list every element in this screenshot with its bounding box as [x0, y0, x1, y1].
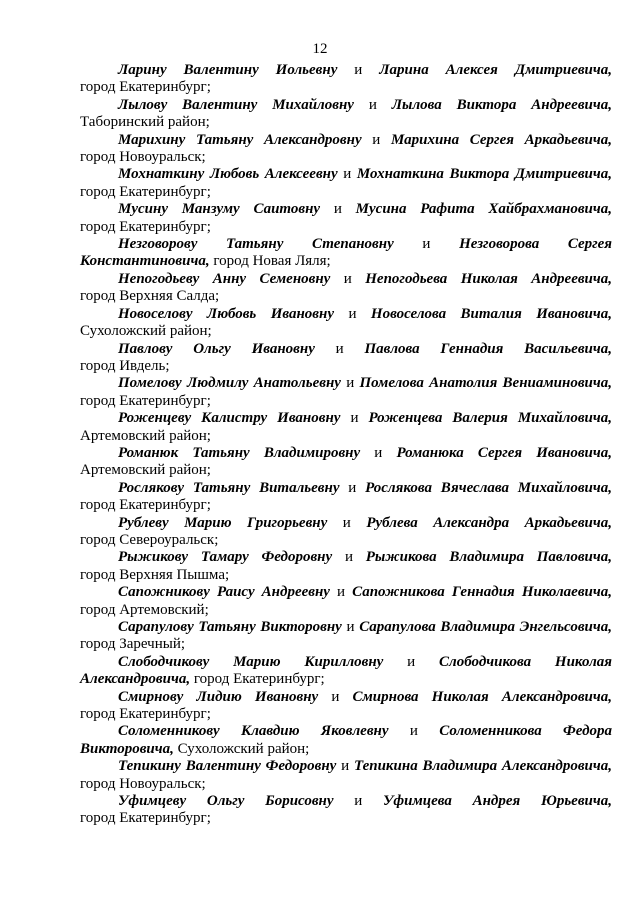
husband-name: Мохнаткина Виктора Дмитриевича,: [356, 166, 613, 183]
page-number: 12: [312, 41, 328, 57]
place: город Екатеринбург;: [80, 497, 211, 514]
husband-name-cont: Константиновича,: [80, 253, 210, 270]
wife-name: Мусину Манзуму Саитовну: [118, 201, 321, 218]
conjunction: и: [407, 653, 416, 670]
husband-name: Рыжикова Владимира Павловича,: [365, 549, 612, 566]
wife-name: Лылову Валентину Михайловну: [118, 96, 354, 113]
list-item: [80, 375, 612, 410]
husband-name: Новоселова Виталия Ивановича,: [370, 305, 613, 322]
conjunction: и: [333, 201, 342, 218]
wife-name: Ларину Валентину Иольевну: [118, 62, 338, 78]
place: город Екатеринбург;: [80, 218, 211, 235]
wife-name: Марихину Татьяну Александровну: [118, 131, 362, 148]
wife-name: Слободчикову Марию Кирилловну: [118, 653, 384, 670]
place: город Новоуральск;: [80, 775, 206, 792]
wife-name: Сапожникову Раису Андреевну: [118, 584, 330, 601]
conjunction: и: [344, 549, 353, 566]
husband-name: Мусина Рафита Хайбрахмановича,: [355, 201, 612, 218]
wife-name: Романюк Татьяну Владимировну: [118, 444, 361, 461]
list-item: [80, 97, 612, 132]
list-item: [80, 480, 612, 515]
place: Артемовский район;: [80, 427, 211, 444]
husband-name: Смирнова Николая Александровича,: [352, 688, 612, 705]
award-list: [80, 62, 612, 828]
list-item: [80, 306, 612, 341]
conjunction: и: [354, 793, 363, 810]
conjunction: и: [343, 270, 352, 287]
list-item: [80, 236, 612, 271]
list-item: [80, 410, 612, 445]
wife-name: Уфимцеву Ольгу Борисовну: [118, 793, 334, 810]
husband-name: Ларина Алексея Дмитриевича,: [379, 62, 613, 78]
place: город Североуральск;: [80, 531, 219, 548]
husband-name: Рослякова Вячеслава Михайловича,: [365, 479, 612, 496]
wife-name: Павлову Ольгу Ивановну: [118, 340, 315, 357]
husband-name: Непогодьева Николая Андреевича,: [365, 270, 613, 287]
place: город Ивдель;: [80, 357, 170, 374]
wife-name: Помелову Людмилу Анатольевну: [118, 375, 341, 392]
husband-name: Уфимцева Андрея Юрьевича,: [382, 793, 612, 810]
list-item: [80, 445, 612, 480]
place: город Верхняя Салда;: [80, 288, 220, 305]
conjunction: и: [346, 375, 355, 392]
wife-name: Соломенникову Клавдию Яковлевну: [118, 723, 389, 740]
conjunction: и: [374, 444, 383, 461]
place: город Екатеринбург;: [80, 183, 211, 200]
list-item: [80, 793, 612, 828]
list-item: [80, 758, 612, 793]
conjunction: и: [335, 340, 344, 357]
list-item: [80, 132, 612, 167]
list-item: [80, 201, 612, 236]
wife-name: Новоселову Любовь Ивановну: [118, 305, 334, 322]
list-item: [80, 515, 612, 550]
husband-name: Сапожникова Геннадия Николаевича,: [352, 584, 613, 601]
wife-name: Непогодьеву Анну Семеновну: [118, 270, 331, 287]
list-item: [80, 723, 612, 758]
husband-name-cont: Викторовича,: [80, 740, 174, 757]
list-item: [80, 166, 612, 201]
husband-name: Лылова Виктора Андреевича,: [391, 96, 612, 113]
conjunction: и: [350, 410, 359, 427]
wife-name: Тепикину Валентину Федоровну: [118, 758, 337, 775]
conjunction: и: [346, 619, 355, 635]
husband-name: Сарапулова Владимира Энгельсовича,: [359, 619, 613, 635]
place: город Екатеринбург;: [80, 810, 211, 827]
list-item: [80, 689, 612, 724]
place: город Артемовский;: [80, 601, 209, 618]
husband-name: Павлова Геннадия Васильевича,: [364, 340, 612, 357]
conjunction: и: [368, 96, 377, 113]
conjunction: и: [343, 166, 352, 183]
place: Сухоложский район;: [80, 323, 212, 340]
conjunction: и: [372, 131, 381, 148]
wife-name: Смирнову Лидию Ивановну: [118, 688, 319, 705]
husband-name: Незговорова Сергея: [459, 236, 613, 253]
place: город Екатеринбург;: [80, 79, 211, 96]
place: Артемовский район;: [80, 462, 211, 479]
wife-name: Рублеву Марию Григорьевну: [118, 514, 328, 531]
wife-name: Сарапулову Татьяну Викторовну: [118, 619, 342, 635]
list-item: [80, 549, 612, 584]
place: город Екатеринбург;: [193, 671, 325, 688]
wife-name: Рыжикову Тамару Федоровну: [118, 549, 333, 566]
wife-name: Незговорову Татьяну Степановну: [118, 236, 394, 253]
place: город Екатеринбург;: [80, 392, 211, 409]
list-item: [80, 271, 612, 306]
conjunction: и: [341, 758, 350, 775]
list-item: [80, 62, 612, 97]
conjunction: и: [348, 479, 357, 496]
wife-name: Роженцеву Калистру Ивановну: [118, 410, 341, 427]
husband-name-cont: Александровича,: [80, 671, 191, 688]
husband-name: Роженцева Валерия Михайловича,: [368, 410, 613, 427]
place: город Екатеринбург;: [80, 706, 211, 723]
conjunction: и: [409, 723, 418, 740]
conjunction: и: [337, 584, 346, 601]
conjunction: и: [354, 62, 363, 78]
wife-name: Рослякову Татьяну Витальевну: [118, 479, 340, 496]
husband-name: Романюка Сергея Ивановича,: [396, 444, 613, 461]
conjunction: и: [422, 236, 431, 253]
husband-name: Марихина Сергея Аркадьевича,: [390, 131, 612, 148]
husband-name: Тепикина Владимира Александровича,: [353, 758, 612, 775]
list-item: [80, 619, 612, 654]
list-item: [80, 584, 612, 619]
conjunction: и: [331, 688, 340, 705]
husband-name: Рублева Александра Аркадьевича,: [366, 514, 612, 531]
place: город Верхняя Пышма;: [80, 566, 230, 583]
conjunction: и: [348, 305, 357, 322]
place: город Новоуральск;: [80, 149, 206, 166]
list-item: [80, 341, 612, 376]
conjunction: и: [342, 514, 351, 531]
place: город Новая Ляля;: [213, 253, 331, 270]
place: Таборинский район;: [80, 114, 210, 131]
wife-name: Мохнаткину Любовь Алексеевну: [118, 166, 338, 183]
husband-name: Слободчикова Николая: [439, 653, 613, 670]
place: город Заречный;: [80, 636, 186, 653]
husband-name: Соломенникова Федора: [439, 723, 613, 740]
husband-name: Помелова Анатолия Вениаминовича,: [359, 375, 613, 392]
list-item: [80, 654, 612, 689]
place: Сухоложский район;: [177, 740, 310, 757]
